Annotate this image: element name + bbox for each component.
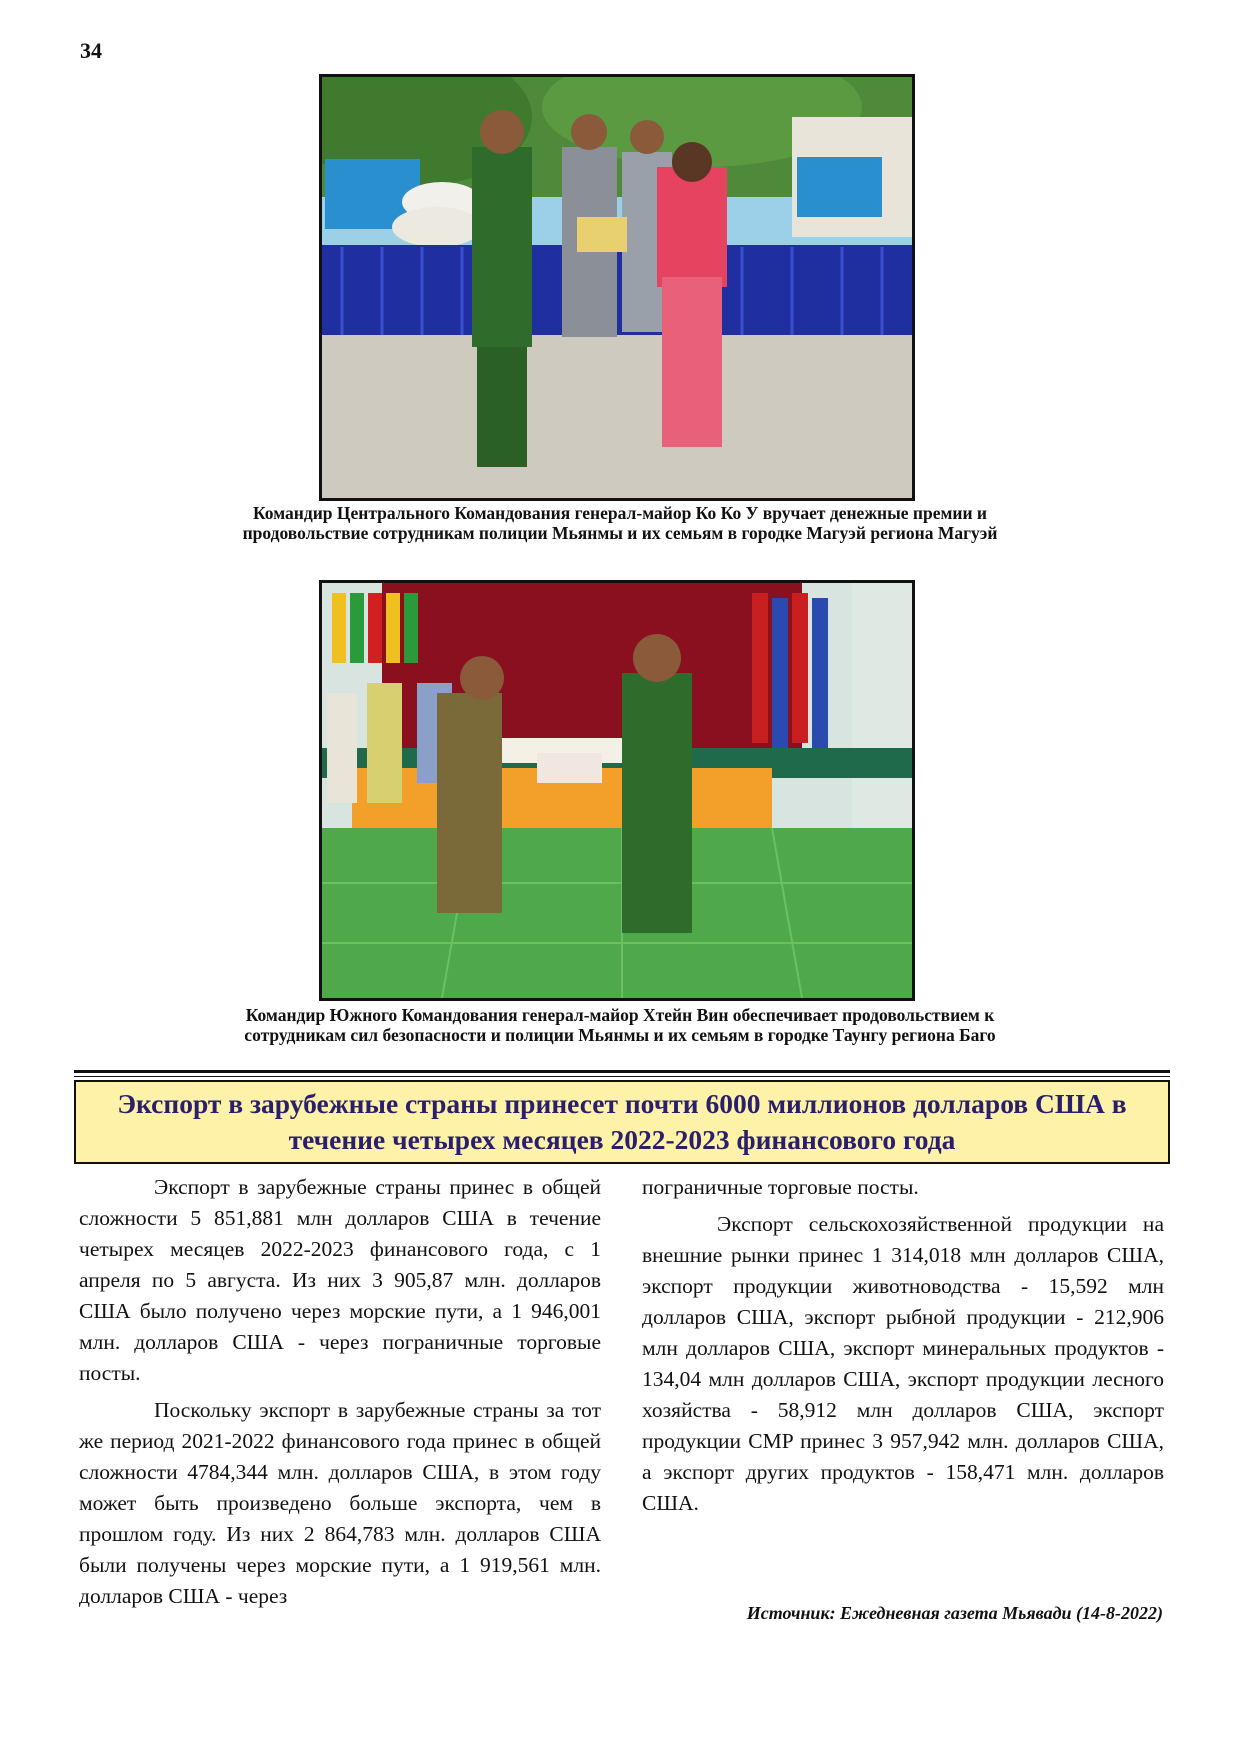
article-column-2	[642, 1172, 1164, 1525]
article-source: Источник: Ежедневная газета Мьявади (14-8-2022)	[746, 1603, 1163, 1623]
photo-caption-2: Командир Южного Командования генерал-майор Хтейн Вин обеспечивает продовольствием к сотрудникам сил безопасности и полиции Мьянмы и их семьям в городке Таунгу региона Баго	[244, 1005, 996, 1045]
photo-magway-ceremony	[319, 74, 915, 501]
photo-taungoo-ceremony	[319, 580, 915, 1001]
headline-box	[74, 1080, 1170, 1164]
article-column-1	[79, 1172, 601, 1618]
section-divider-thin	[74, 1076, 1170, 1077]
paragraph: пограничные торговые посты.	[642, 1175, 919, 1199]
paragraph: Экспорт в зарубежные страны принес в общей сложности 5 851,881 млн долларов США в течение четырех месяцев 2022-2023 финансового года, с 1 апреля по 5 августа. Из них 3 905,87 млн. долларов США было получено через морские пути, а 1 946,001 млн. долларов США - через пограничные торговые посты.	[79, 1175, 601, 1385]
article-headline: Экспорт в зарубежные страны принесет почти 6000 миллионов долларов США в течение четырех месяцев 2022-2023 финансового года	[117, 1088, 1127, 1155]
section-divider	[74, 1070, 1170, 1073]
page-number: 34	[80, 38, 102, 63]
photo-caption-1: Командир Центрального Командования генерал-майор Ко Ко У вручает денежные премии и продовольствие сотрудникам полиции Мьянмы и их семьям в городке Магуэй региона Магуэй	[242, 503, 998, 543]
paragraph: Экспорт сельскохозяйственной продукции на внешние рынки принес 1 314,018 млн долларов США, экспорт продукции животноводства - 15,592 млн долларов США, экспорт рыбной продукции - 212,906 млн долларов США, экспорт минеральных продуктов - 134,04 млн долларов США, экспорт продукции лесного хозяйства - 58,912 млн долларов США, экспорт продукции CMP принес 3 957,942 млн. долларов США, а экспорт других продуктов - 158,471 млн. долларов США.	[642, 1212, 1164, 1515]
paragraph: Поскольку экспорт в зарубежные страны за тот же период 2021-2022 финансового года принес в общей сложности 4784,344 млн. долларов США, в этом году может быть произведено больше экспорта, чем в прошлом году. Из них 2 864,783 млн. долларов США были получены через морские пути, а 1 919,561 млн. долларов США - через	[79, 1398, 601, 1608]
